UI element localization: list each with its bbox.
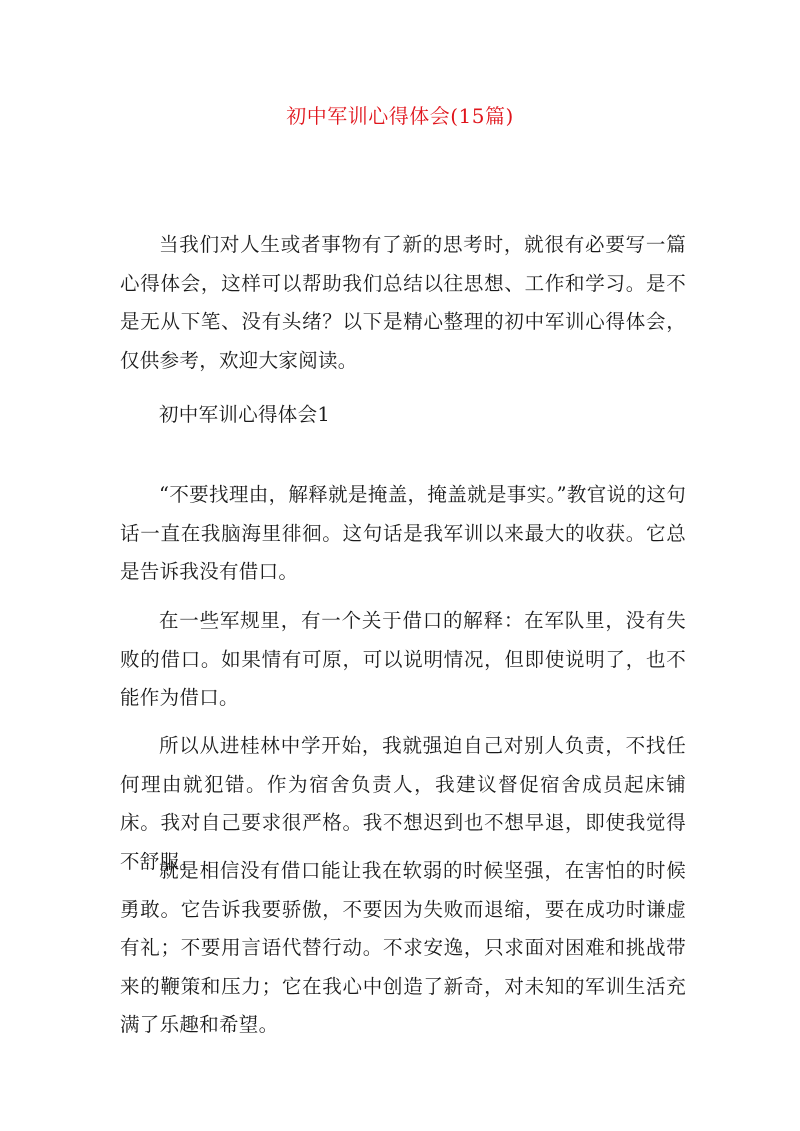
section-heading: 初中军训心得体会1 (159, 403, 331, 426)
intro-paragraph: 当我们对人生或者事物有了新的思考时，就很有必要写一篇心得体会，这样可以帮助我们总结以往思想、工作和学习。是不是无从下笔、没有头绪？以下是精心整理的初中军训心得体会，仅供参考，欢迎大家阅读。 (120, 233, 686, 372)
body-paragraph: 在一些军规里，有一个关于借口的解释：在军队里，没有失败的借口。如果情有可原，可以说明情况，但即使说明了，也不能作为借口。 (120, 609, 686, 709)
body-paragraph: “不要找理由，解释就是掩盖，掩盖就是事实。”教官说的这句话一直在我脑海里徘徊。这句话是我军训以来最大的收获。它总是告诉我没有借口。 (120, 483, 686, 583)
body-paragraph: 就是相信没有借口能让我在软弱的时候坚强，在害怕的时候勇敢。它告诉我要骄傲，不要因为失败而退缩，要在成功时谦虚有礼；不要用言语代替行动。不求安逸，只求面对困难和挑战带来的鞭策和压力；它在我心中创造了新奇，对未知的军训生活充满了乐趣和希望。 (120, 859, 686, 1036)
body-paragraph: 所以从进桂林中学开始，我就强迫自己对别人负责，不找任何理由就犯错。作为宿舍负责人，我建议督促宿舍成员起床铺床。我对自己要求很严格。我不想迟到也不想早退，即使我觉得不舒服。 (120, 734, 686, 873)
document-title: 初中军训心得体会(15篇) (286, 104, 514, 128)
